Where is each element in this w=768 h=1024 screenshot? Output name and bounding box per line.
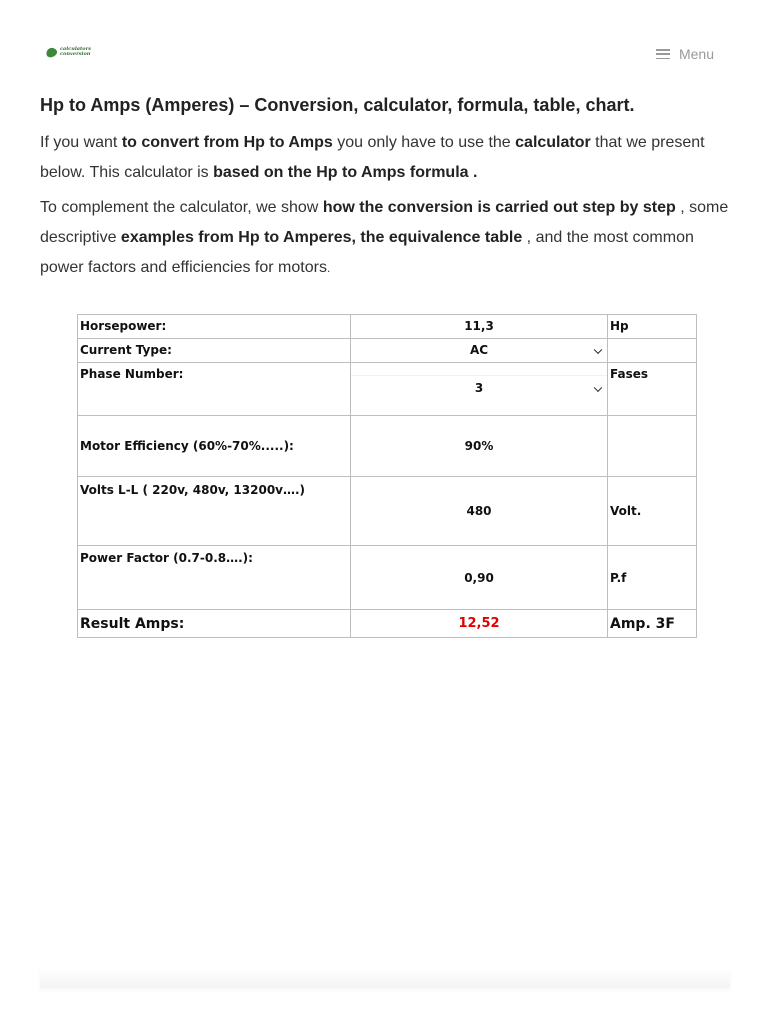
hp-to-amps-calculator [77, 314, 697, 638]
result-label: Result Amps: [78, 610, 351, 638]
power-factor-input[interactable]: 0,90 [351, 546, 608, 610]
footer-bar [40, 968, 730, 988]
menu-button[interactable] [656, 46, 714, 62]
motor-efficiency-input[interactable]: 90% [351, 416, 608, 477]
intro-text-3: that we present below. This calculator is [40, 134, 705, 181]
power-factor-unit: P.f [608, 546, 697, 610]
complement-bold-1: how the conversion is carried out step by step [322, 199, 676, 216]
horsepower-unit: Hp [608, 315, 697, 339]
intro-paragraph [40, 128, 730, 188]
site-header [0, 0, 768, 100]
phase-number-select[interactable] [351, 375, 607, 401]
intro-bold-1: to convert from Hp to Amps [121, 134, 333, 151]
current-type-select[interactable] [351, 339, 607, 362]
logo-line1: calculators [60, 46, 92, 52]
site-logo[interactable] [46, 47, 91, 57]
chevron-down-icon [594, 383, 602, 391]
menu-label: Menu [678, 46, 714, 62]
power-factor-label: Power Factor (0.7-0.8….): [78, 546, 351, 610]
result-value: 12,52 [351, 610, 608, 638]
logo-line2: conversion [60, 51, 91, 57]
phase-number-label: Phase Number: [78, 363, 351, 416]
phase-number-value: 3 [474, 381, 484, 395]
result-row [78, 610, 697, 638]
power-factor-row [78, 546, 697, 610]
intro-text-1: If you want [40, 134, 122, 151]
intro-bold-2: calculator [515, 134, 591, 151]
horsepower-input[interactable]: 11,3 [351, 315, 608, 339]
intro-bold-3: based on the Hp to Amps formula [213, 164, 469, 181]
leaf-icon [45, 46, 59, 59]
result-unit: Amp. 3F [608, 610, 697, 638]
volts-input[interactable]: 480 [351, 477, 608, 546]
phase-number-row [78, 363, 697, 416]
current-type-label: Current Type: [78, 339, 351, 363]
current-type-unit [608, 339, 697, 363]
intro-text-4: . [468, 164, 478, 181]
current-type-row [78, 339, 697, 363]
complement-paragraph [40, 193, 730, 283]
motor-efficiency-row [78, 416, 697, 477]
volts-unit: Volt. [608, 477, 697, 546]
current-type-value: AC [469, 343, 489, 357]
horsepower-row [78, 315, 697, 339]
chevron-down-icon [594, 345, 602, 353]
complement-text-1: To complement the calculator, we show [40, 199, 323, 216]
motor-efficiency-unit [608, 416, 697, 477]
complement-text-4: . [326, 261, 331, 275]
horsepower-label: Horsepower: [78, 315, 351, 339]
complement-text-2: , some descriptive [40, 199, 729, 246]
volts-label: Volts L-L ( 220v, 480v, 13200v….) [78, 477, 351, 546]
intro-text-2: you only have to use the [332, 134, 516, 151]
complement-bold-2: examples from Hp to Amperes, the equivalence table [120, 229, 523, 246]
hamburger-icon [656, 49, 670, 59]
logo-text [60, 47, 91, 57]
complement-text-3: , and the most common power factors and efficiencies for motors [40, 229, 694, 276]
volts-row [78, 477, 697, 546]
motor-efficiency-label: Motor Efficiency (60%-70%.....): [78, 416, 351, 477]
page-title: Hp to Amps (Amperes) – Conversion, calculator, formula, table, chart. [40, 95, 635, 115]
phase-number-unit: Fases [608, 363, 697, 416]
